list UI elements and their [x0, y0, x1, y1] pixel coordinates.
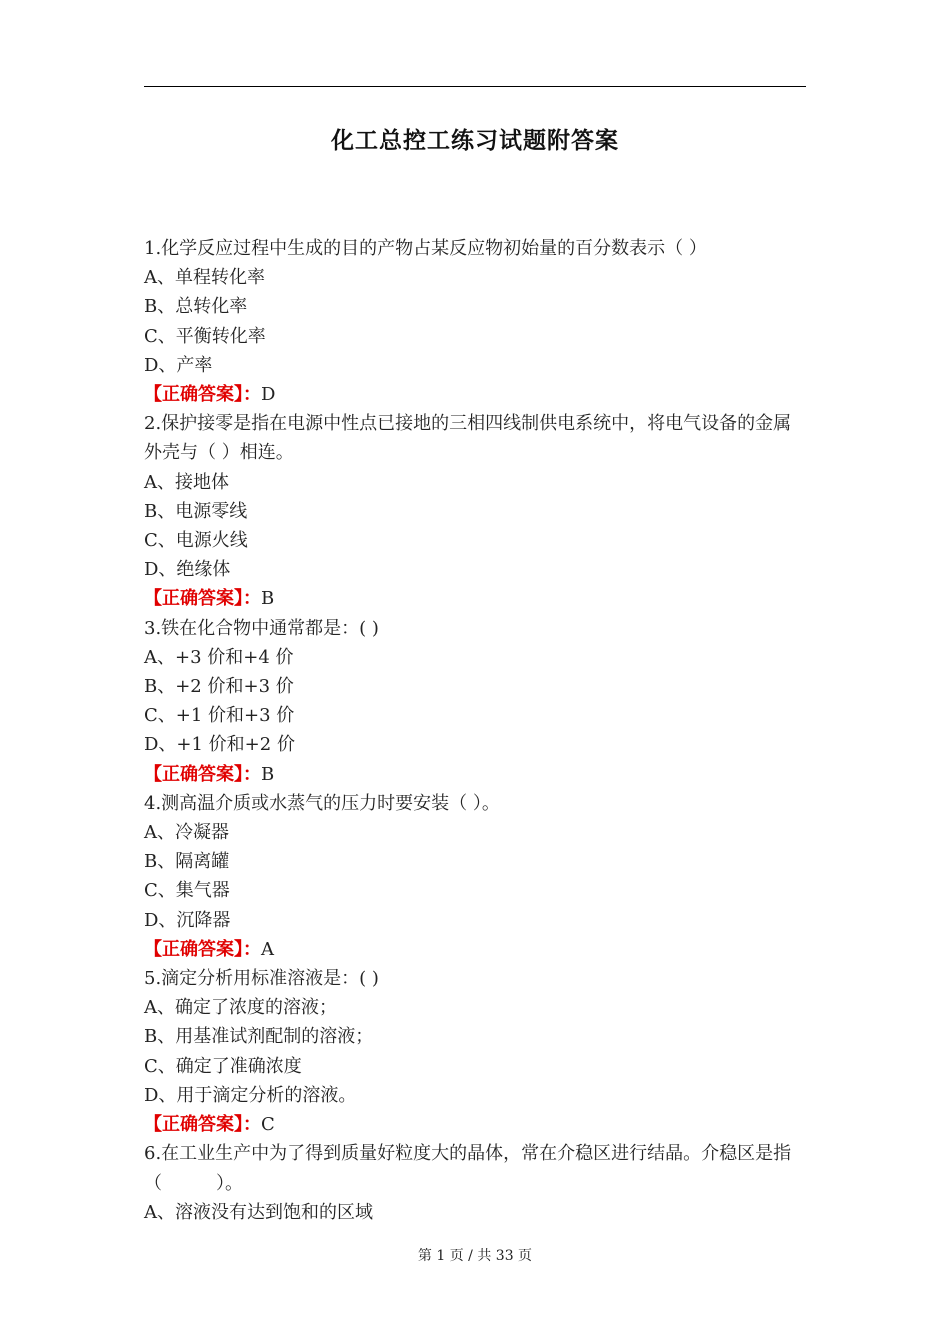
answer-label: 【正确答案】： — [144, 1114, 261, 1136]
option-d: D、用于滴定分析的溶液。 — [144, 1084, 357, 1106]
answer-label: 【正确答案】： — [144, 384, 261, 406]
question-2 — [144, 409, 806, 613]
question-stem: 5.滴定分析用标准溶液是：( ) — [144, 968, 379, 990]
option-a: A、+3 价和+4 价 — [144, 646, 294, 668]
question-stem: 6.在工业生产中为了得到质量好粒度大的晶体，常在介稳区进行结晶。介稳区是指（ ）。 — [144, 1143, 792, 1194]
question-5 — [144, 964, 806, 1139]
option-b: B、+2 价和+3 价 — [144, 676, 294, 698]
answer-value: B — [261, 763, 275, 785]
question-4 — [144, 789, 806, 964]
option-a: A、接地体 — [144, 471, 229, 493]
option-c: C、平衡转化率 — [144, 325, 266, 347]
question-stem: 4.测高温介质或水蒸气的压力时要安装（ ）。 — [144, 792, 500, 814]
question-3 — [144, 614, 806, 789]
question-1 — [144, 234, 806, 409]
answer-line — [144, 1110, 806, 1139]
document-title: 化工总控工练习试题附答案 — [331, 128, 619, 154]
option-a: A、冷凝器 — [144, 822, 229, 844]
option-d: D、沉降器 — [144, 909, 231, 931]
option-d: D、+1 价和+2 价 — [144, 734, 295, 756]
header-rule — [144, 86, 806, 87]
option-c: C、集气器 — [144, 880, 230, 902]
question-list — [144, 234, 806, 1227]
option-c: C、电源火线 — [144, 530, 248, 552]
answer-label: 【正确答案】： — [144, 763, 261, 785]
answer-value: B — [261, 588, 275, 610]
option-c: C、+1 价和+3 价 — [144, 705, 295, 727]
answer-value: C — [261, 1114, 275, 1136]
answer-line — [144, 935, 806, 964]
option-a: A、溶液没有达到饱和的区域 — [144, 1201, 373, 1223]
option-c: C、确定了准确浓度 — [144, 1055, 302, 1077]
answer-label: 【正确答案】： — [144, 588, 261, 610]
answer-label: 【正确答案】： — [144, 938, 261, 960]
question-stem: 2.保护接零是指在电源中性点已接地的三相四线制供电系统中，将电气设备的金属外壳与（ ）相连。 — [144, 413, 792, 464]
option-a: A、确定了浓度的溶液； — [144, 997, 337, 1019]
option-a: A、单程转化率 — [144, 267, 265, 289]
option-d: D、绝缘体 — [144, 559, 231, 581]
option-b: B、电源零线 — [144, 500, 248, 522]
page-footer: 第 1 页 / 共 33 页 — [417, 1248, 533, 1264]
option-b: B、总转化率 — [144, 296, 248, 318]
answer-value: D — [261, 384, 276, 406]
question-stem: 3.铁在化合物中通常都是：( ) — [144, 617, 379, 639]
answer-line — [144, 584, 806, 613]
option-b: B、用基准试剂配制的溶液； — [144, 1026, 374, 1048]
answer-value: A — [261, 938, 274, 960]
answer-line — [144, 760, 806, 789]
option-b: B、隔离罐 — [144, 851, 230, 873]
option-d: D、产率 — [144, 354, 213, 376]
answer-line — [144, 380, 806, 409]
question-6 — [144, 1139, 806, 1227]
question-stem: 1.化学反应过程中生成的目的产物占某反应物初始量的百分数表示（ ） — [144, 238, 707, 259]
